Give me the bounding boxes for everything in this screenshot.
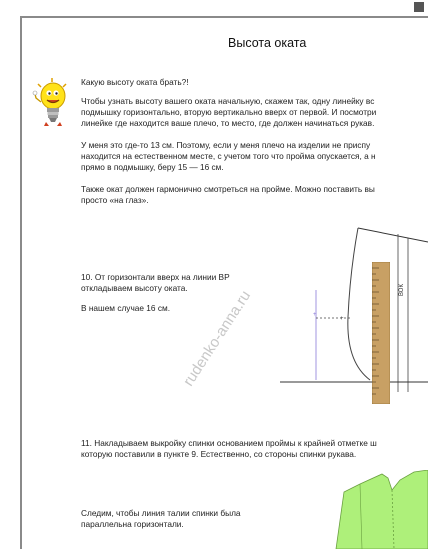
svg-text:+: +: [313, 312, 317, 318]
step10-line1: 10. От горизонтали вверх на линии ВР: [81, 272, 230, 282]
step10-note: В нашем случае 16 см.: [81, 303, 171, 313]
page-edge-top: [20, 16, 428, 18]
para2-line2: находится на естественном месте, с учетом того что пройма опускается, а н: [81, 151, 376, 161]
para1-line1: Чтобы узнать высоту вашего оката начальную, скажем так, одну линейку вс: [81, 96, 375, 106]
pattern-piece-image: [330, 470, 428, 549]
ruler-image: [372, 262, 390, 404]
step11-line1: 11. Накладываем выкройку спинки основанием проймы к крайней отметке ш: [81, 438, 377, 448]
lightbulb-icon: [32, 76, 72, 128]
question-text: Какую высоту оката брать?!: [81, 77, 189, 87]
para3-line2: просто «на глаз».: [81, 195, 149, 205]
page-title: Высота оката: [228, 36, 307, 50]
watermark: rudenko-anna.ru: [180, 287, 255, 390]
para2-line3: прямо в подмышку, беру 15 — 16 см.: [81, 162, 224, 172]
step11-note-line2: параллельна горизонтали.: [81, 519, 184, 529]
svg-text:+: +: [340, 316, 344, 322]
para2-line1: У меня это где-то 13 см. Поэтому, если у меня плечо на изделии не приспу: [81, 140, 371, 150]
step11-line2: которую поставили в пункте 9. Естественно, со стороны спинки рукава.: [81, 449, 357, 459]
drafting-diagram: [280, 222, 428, 402]
para1-line2: подмышку горизонтально, вторую вертикально вверх от первой. И посмотри: [81, 107, 377, 117]
viewer-toolbar: [0, 0, 428, 14]
step10-line2: откладываем высоту оката.: [81, 283, 188, 293]
para3-line1: Также окат должен гармонично смотреться на пройме. Можно поставить вы: [81, 184, 375, 194]
page-edge-left: [20, 16, 22, 549]
corner-marker: [414, 2, 424, 12]
step11-note-line1: Следим, чтобы линия талии спинки была: [81, 508, 241, 518]
para1-line3: линейке где находится ваше плечо, то место, где должен начинаться рукав.: [81, 118, 375, 128]
drafting-label: ВОК: [399, 284, 405, 296]
